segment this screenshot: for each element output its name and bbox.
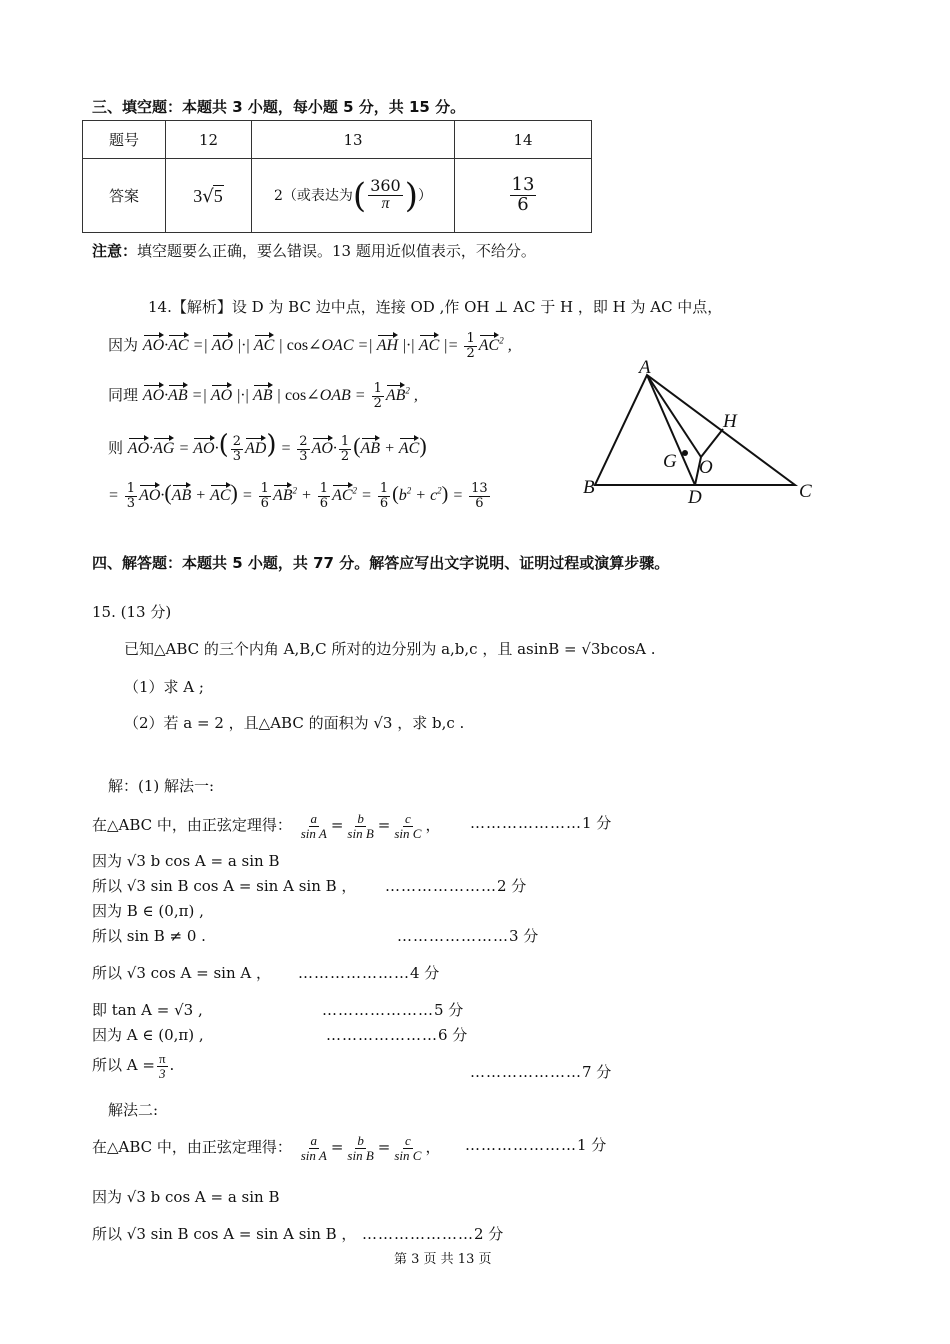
step-9-score: …………………7 分 [470, 1063, 612, 1081]
point-g [682, 450, 688, 456]
segment-ao [647, 375, 701, 457]
label-d: D [688, 487, 702, 508]
q15-stem: 已知△ABC 的三个内角 A,B,C 所对的边分别为 a,b,c ，且 asinB = √3bcosA . [124, 640, 656, 658]
label-b: B [583, 477, 595, 498]
table-header-label: 题号 [83, 121, 166, 159]
step-6-score: …………………4 分 [298, 964, 440, 982]
segment-oh [701, 429, 723, 457]
answer-14: $\frac{13}{6}$ [455, 159, 592, 233]
step-5-score: …………………3 分 [397, 927, 539, 945]
step-5: 所以 sin B ≠ 0 . [92, 927, 206, 945]
step-7: 即 tan A = √3 , [92, 1001, 203, 1019]
label-h: H [723, 411, 737, 432]
step-1-score: …………………1 分 [470, 814, 612, 832]
table-q12: 12 [166, 121, 252, 159]
label-c: C [799, 481, 812, 502]
q14-line3: 同理 AO·AB =| AO |·| AB | cos∠OAB = $\frac{1}{2}$ $AB^2$ , [108, 381, 418, 411]
step-7-score: …………………5 分 [322, 1001, 464, 1019]
page-footer: 第 3 页 共 13 页 [394, 1252, 492, 1267]
step-9: 所以 A = $\frac{\pi}{3}$ . [92, 1051, 175, 1081]
q14-line5: = $\frac{1}{3}$ AO·(AB + AC) = $\frac{1}{6}$ $AB^2$ + $\frac{1}{6}$ $AC^2$ = $\frac{1}{6}$ $(b^2 + c^2)$ = $\frac{13}{6}$ [108, 480, 488, 511]
table-q14: 14 [455, 121, 592, 159]
triangle-figure [575, 355, 835, 510]
step-3-score: …………………2 分 [385, 877, 527, 895]
step-3: 所以 √3 sin B cos A = sin A sin B ， [92, 877, 357, 895]
step-1: 在△ABC 中，由正弦定理得： $\frac{a}{\text{sin A}}$ = $\frac{b}{\text{sin B}}$ = $\frac{c}{\text{sin C}}$ ， [92, 811, 441, 841]
step-8: 因为 A ∈ (0,π) , [92, 1026, 204, 1044]
step-4: 因为 B ∈ (0,π) , [92, 902, 204, 920]
section3-heading: 三、填空题：本题共 3 小题，每小题 5 分，共 15 分。 [92, 98, 466, 116]
step-10: 在△ABC 中，由正弦定理得： $\frac{a}{\text{sin A}}$ = $\frac{b}{\text{sin B}}$ = $\frac{c}{\text{sin C}}$ ， [92, 1133, 441, 1163]
step-12-score: …………………2 分 [362, 1225, 504, 1243]
table-answer-label: 答案 [83, 159, 166, 233]
step-12: 所以 √3 sin B cos A = sin A sin B ， [92, 1225, 357, 1243]
section4-heading: 四、解答题：本题共 5 小题，共 77 分。解答应写出文字说明、证明过程或演算步骤。 [92, 554, 670, 572]
q14-line2: 因为 AO·AC =| AO |·| AC | cos∠OAC =| AH |·| AC |= $\frac{1}{2}$ $AC^2$ , [108, 331, 512, 361]
step-2: 因为 √3 b cos A = a sin B [92, 852, 280, 870]
label-g: G [663, 451, 677, 472]
answer-table [82, 120, 592, 233]
answer-12: 3√5 [166, 159, 252, 233]
answer-13: 2（或表达为( $\frac{360}{\pi}$ )） [252, 159, 455, 233]
q15-part1: （1）求 A ; [124, 678, 204, 696]
q14-line4: 则 AO·AG = AO·( $\frac{2}{3}$ AD) = $\frac{2}{3}$ AO· $\frac{1}{2}$ (AB + AC) [108, 430, 427, 464]
label-a: A [639, 357, 651, 378]
fill-blank-note: 注意：填空题要么正确，要么错误。13 题用近似值表示，不给分。 [92, 242, 536, 260]
label-o: O [699, 457, 713, 478]
q15-part2: （2）若 a = 2 ，且△ABC 的面积为 √3 ，求 b,c . [124, 714, 465, 732]
step-8-score: …………………6 分 [326, 1026, 468, 1044]
triangle-abc [595, 375, 795, 485]
step-6: 所以 √3 cos A = sin A ， [92, 964, 271, 982]
step-11: 因为 √3 b cos A = a sin B [92, 1188, 280, 1206]
q15-number: 15. (13 分) [92, 603, 172, 621]
step-10-score: …………………1 分 [465, 1136, 607, 1154]
solution1-title: 解：(1) 解法一: [108, 777, 215, 795]
q14-line1: 14.【解析】设 D 为 BC 边中点，连接 OD ,作 OH ⊥ AC 于 H ，即 H 为 AC 中点， [148, 298, 723, 316]
solution2-title: 解法二: [108, 1101, 159, 1119]
table-q13: 13 [252, 121, 455, 159]
